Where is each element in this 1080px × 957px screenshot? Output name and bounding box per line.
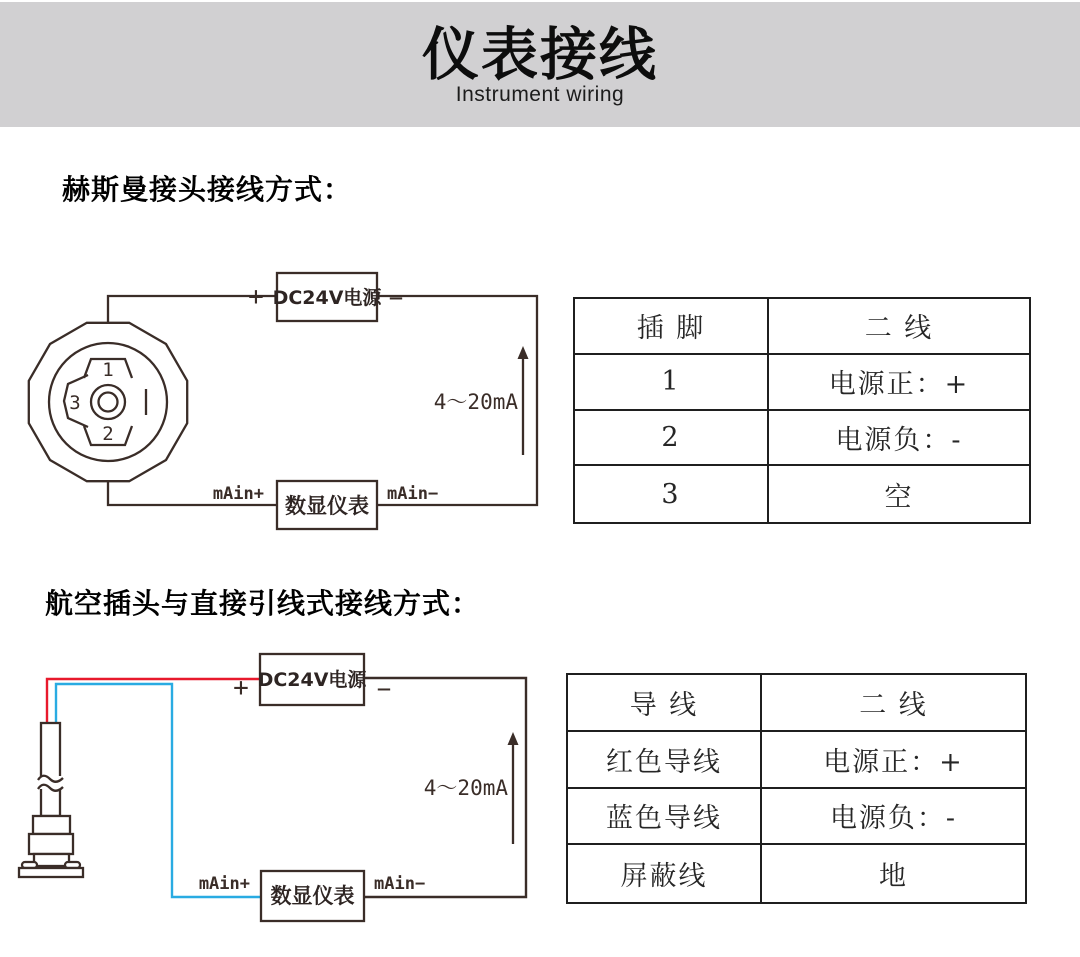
blue-wire: [56, 684, 261, 897]
page-subtitle: Instrument wiring: [455, 83, 625, 107]
power-box-label: DC24V电源: [257, 669, 367, 691]
pin2-label: 2: [102, 423, 114, 445]
header-band: [0, 2, 1080, 127]
plus-label: +: [233, 673, 249, 703]
table2-header-twowire: 二 线: [762, 675, 1025, 732]
table1-header-pin: 插 脚: [575, 299, 769, 355]
pin1-label: 1: [102, 359, 114, 381]
pin-wiring-table: [573, 297, 1031, 524]
aviation-plug-wiring-diagram: [0, 645, 560, 940]
lead-wiring-table: [566, 673, 1027, 904]
table1-cell-power-positive: 电源正：+: [769, 355, 1029, 411]
power-box-label: DC24V电源: [272, 287, 382, 309]
table2-cell-ground: 地: [879, 861, 908, 893]
red-wire: [47, 679, 260, 723]
table1-cell-pin1: 1: [575, 355, 769, 411]
main-minus-label: mAin−: [387, 484, 439, 504]
section1-title: 赫斯曼接头接线方式：: [62, 174, 353, 205]
minus-label: −: [388, 284, 404, 312]
current-arrow-icon: [508, 732, 519, 844]
plus-label: +: [248, 282, 264, 312]
hirschmann-connector-drawing: [29, 323, 187, 481]
table2-header-lead: 导 线: [568, 675, 762, 732]
table1-cell-pin2: 2: [575, 411, 769, 467]
main-minus-label: mAin−: [374, 874, 426, 894]
table2-cell-power-negative: 电源负：-: [762, 789, 1025, 846]
current-arrow-icon: [518, 346, 529, 455]
table1-cell-empty: 空: [884, 481, 914, 513]
table1-cell-power-negative: 电源负：-: [769, 411, 1029, 467]
section2-title: 航空插头与直接引线式接线方式：: [45, 588, 481, 619]
main-plus-label: mAin+: [198, 874, 250, 894]
table2-cell-red-lead: 红色导线: [568, 732, 762, 789]
meter-box-label: 数显仪表: [270, 884, 355, 908]
minus-label: −: [376, 675, 392, 703]
table1-header-twowire: 二 线: [769, 299, 1029, 355]
meter-box-label: 数显仪表: [285, 494, 369, 518]
current-label: 4～20mA: [423, 776, 508, 800]
main-plus-label: mAin+: [212, 484, 264, 504]
table2-cell-blue-lead: 蓝色导线: [568, 789, 762, 846]
current-label: 4～20mA: [433, 390, 518, 414]
table2-cell-power-positive: 电源正：+: [762, 732, 1025, 789]
pin3-label: 3: [69, 392, 81, 414]
table2-cell-shield-lead: 屏蔽线: [568, 845, 762, 902]
pressure-probe-drawing: [19, 723, 83, 877]
table1-cell-pin3: 3: [575, 466, 769, 522]
hirschmann-wiring-diagram: [0, 260, 560, 550]
page-title: 仪表接线: [422, 22, 658, 87]
